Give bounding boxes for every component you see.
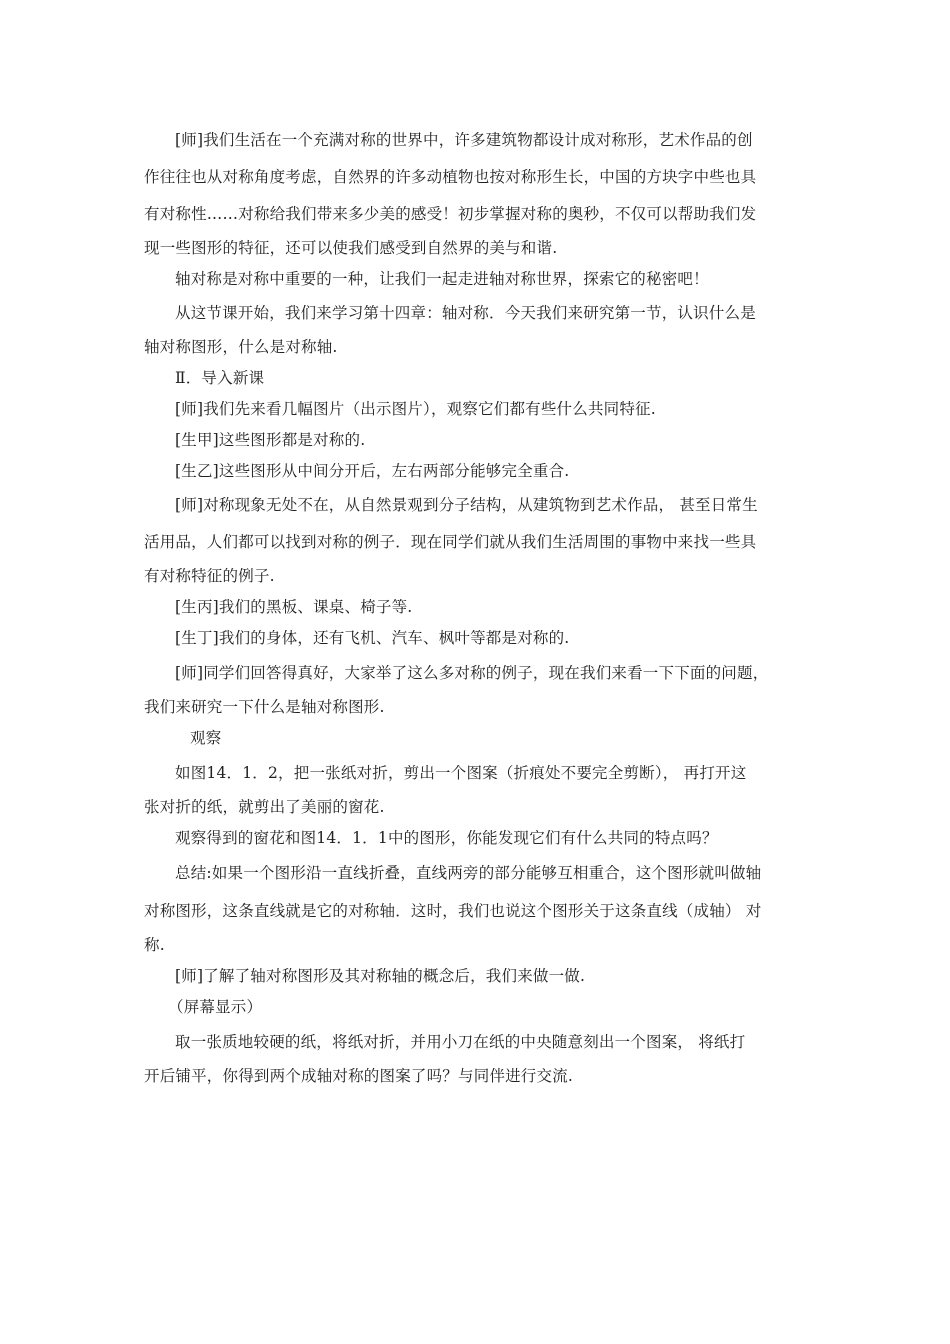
paragraph-line: [师]我们先来看几幅图片（出示图片），观察它们都有些什么共同特征. (175, 400, 656, 418)
paragraph-line: 如图14．1．2，把一张纸对折，剪出一个图案（折痕处不要完全剪断）， 再打开这 (175, 764, 747, 782)
paragraph-line: [生丁]我们的身体，还有飞机、汽车、枫叶等都是对称的. (175, 629, 570, 647)
paragraph-line: [生甲]这些图形都是对称的. (175, 431, 366, 449)
paragraph-line: [师]我们生活在一个充满对称的世界中，许多建筑物都设计成对称形，艺术作品的创 (175, 131, 753, 149)
paragraph-line: 我们来研究一下什么是轴对称图形. (144, 698, 385, 716)
paragraph-line: 张对折的纸，就剪出了美丽的窗花. (144, 798, 385, 816)
paragraph-line: 有对称特征的例子. (144, 567, 275, 585)
paragraph-line: 有对称性……对称给我们带来多少美的感受！初步掌握对称的奥秒，不仅可以帮助我们发 (144, 205, 757, 223)
paragraph-line: [生丙]我们的黑板、课桌、椅子等. (175, 598, 413, 616)
paragraph-line: [师]对称现象无处不在，从自然景观到分子结构，从建筑物到艺术作品， 甚至日常生 (175, 496, 758, 514)
paragraph-line: [师]同学们回答得真好，大家举了这么多对称的例子，现在我们来看一下下面的问题， (175, 664, 769, 682)
summary-line: 总结:如果一个图形沿一直线折叠，直线两旁的部分能够互相重合，这个图形就叫做轴 (175, 864, 762, 882)
paragraph-line: 轴对称图形，什么是对称轴. (144, 338, 338, 356)
paragraph-line: 活用品，人们都可以找到对称的例子．现在同学们就从我们生活周围的事物中来找一些具 (144, 533, 757, 551)
paragraph-line: [师]了解了轴对称图形及其对称轴的概念后，我们来做一做. (175, 967, 586, 985)
summary-line: 对称图形，这条直线就是它的对称轴．这时，我们也说这个图形关于这条直线（成轴） 对 (144, 902, 762, 920)
paragraph-line: 从这节课开始，我们来学习第十四章：轴对称．今天我们来研究第一节，认识什么是 (175, 304, 756, 322)
observe-heading: 观察 (190, 729, 222, 747)
summary-line: 称. (144, 936, 165, 954)
screen-display-label: （屏幕显示） (168, 998, 263, 1016)
paragraph-line: 开后铺平，你得到两个成轴对称的图案了吗？与同伴进行交流. (144, 1067, 574, 1085)
paragraph-line: [生乙]这些图形从中间分开后，左右两部分能够完全重合. (175, 462, 570, 480)
paragraph-line: 取一张质地较硬的纸，将纸对折，并用小刀在纸的中央随意刻出一个图案， 将纸打 (175, 1033, 746, 1051)
paragraph-line: 轴对称是对称中重要的一种，让我们一起走进轴对称世界，探索它的秘密吧！ (175, 270, 709, 288)
paragraph-line: 观察得到的窗花和图14．1．1中的图形，你能发现它们有什么共同的特点吗？ (175, 829, 718, 847)
section-heading: Ⅱ．导入新课 (175, 369, 265, 387)
paragraph-line: 作往往也从对称角度考虑，自然界的许多动植物也按对称形生长，中国的方块字中些也具 (144, 168, 757, 186)
paragraph-line: 现一些图形的特征，还可以使我们感受到自然界的美与和谐. (144, 239, 558, 257)
